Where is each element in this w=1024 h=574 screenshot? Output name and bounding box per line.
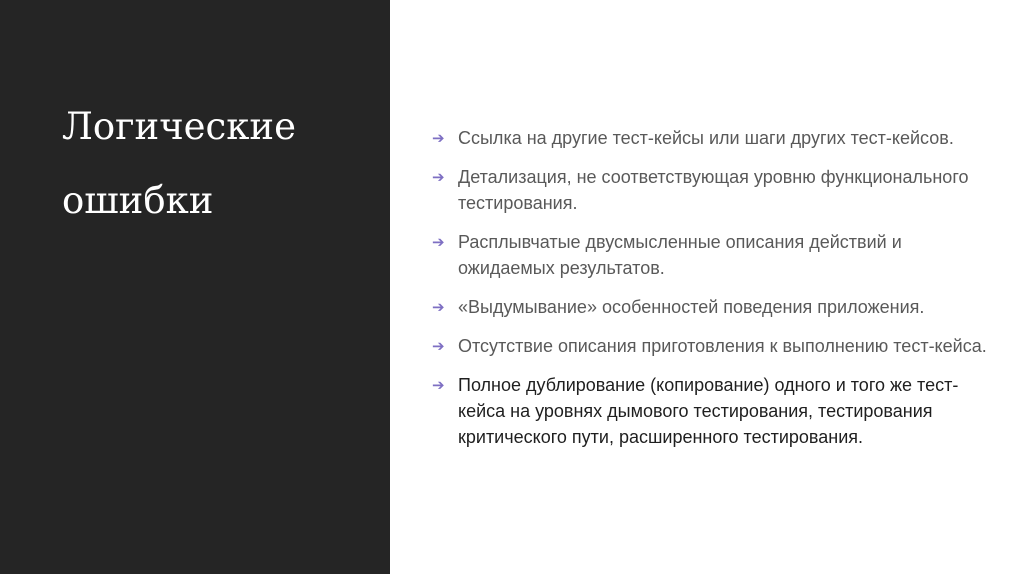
bullet-item	[432, 229, 992, 281]
bullet-text: Ссылка на другие тест-кейсы или шаги других тест-кейсов.	[458, 128, 954, 148]
bullet-list	[432, 125, 992, 463]
bullet-item	[432, 125, 992, 151]
bullet-text: Отсутствие описания приготовления к выполнению тест-кейса.	[458, 336, 987, 356]
slide-title	[62, 90, 362, 238]
bullet-item	[432, 294, 992, 320]
arrow-right-icon: ➔	[432, 376, 445, 394]
bullet-text: Расплывчатые двусмысленные описания действий и ожидаемых результатов.	[458, 232, 902, 278]
bullet-item	[432, 164, 992, 216]
bullet-item	[432, 372, 992, 450]
bullet-text: «Выдумывание» особенностей поведения приложения.	[458, 297, 925, 317]
title-line-1: Логические	[62, 105, 296, 148]
arrow-right-icon: ➔	[432, 129, 445, 147]
title-panel	[0, 0, 390, 574]
arrow-right-icon: ➔	[432, 168, 445, 186]
arrow-right-icon: ➔	[432, 298, 445, 316]
title-line-2: ошибки	[62, 179, 214, 222]
arrow-right-icon: ➔	[432, 233, 445, 251]
bullet-item	[432, 333, 992, 359]
bullet-text: Полное дублирование (копирование) одного и того же тест-кейса на уровнях дымового тестирования, тестирования критического пути, расширенного тестирования.	[458, 375, 959, 447]
bullet-text: Детализация, не соответствующая уровню функционального тестирования.	[458, 167, 969, 213]
arrow-right-icon: ➔	[432, 337, 445, 355]
